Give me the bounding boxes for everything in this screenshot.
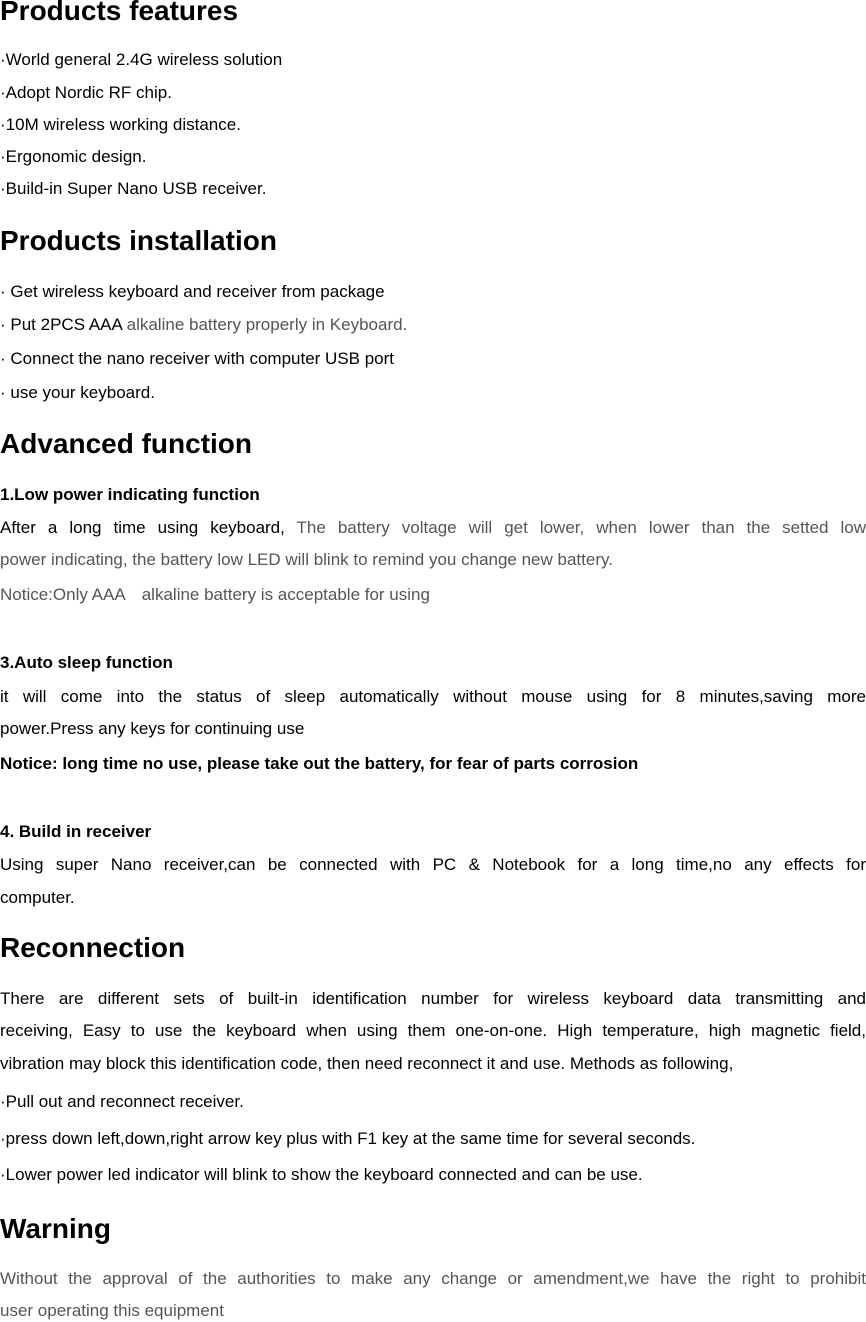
build-in-receiver-title: 4. Build in receiver	[0, 822, 152, 841]
installation-item: · use your keyboard.	[0, 383, 155, 402]
installation-item-text: · Put 2PCS AAA	[0, 315, 127, 334]
low-power-notice: Notice:Only AAA alkaline battery is acceptable for using	[0, 585, 430, 604]
reconnection-text: vibration may block this identification code, then need reconnect it and use. Methods as following,	[0, 1054, 734, 1073]
low-power-text: power indicating, the battery low LED will blink to remind you change new battery.	[0, 550, 613, 569]
reconnection-step: ·press down left,down,right arrow key plus with F1 key at the same time for several seconds.	[0, 1129, 696, 1148]
receiver-text: computer.	[0, 888, 75, 907]
warning-text: Without the approval of the authorities to make any change or amendment,we have the right to prohibit	[0, 1269, 866, 1288]
products-installation-heading: Products installation	[0, 225, 277, 256]
advanced-function-heading: Advanced function	[0, 428, 253, 459]
auto-sleep-title: 3.Auto sleep function	[0, 653, 173, 672]
low-power-text-gray: The battery voltage will get lower, when lower than the setted low	[296, 518, 866, 537]
feature-item: ·10M wireless working distance.	[0, 115, 241, 134]
low-power-text-dark: After a long time using keyboard,	[0, 518, 297, 537]
feature-item: ·World general 2.4G wireless solution	[0, 50, 283, 69]
feature-item: ·Adopt Nordic RF chip.	[0, 83, 172, 102]
auto-sleep-text: it will come into the status of sleep automatically without mouse using for 8 minutes,saving more	[0, 687, 866, 706]
warning-heading: Warning	[0, 1213, 111, 1244]
installation-item: · Connect the nano receiver with computer USB port	[0, 349, 395, 368]
warning-text: user operating this equipment	[0, 1301, 224, 1320]
auto-sleep-notice: Notice: long time no use, please take out the battery, for fear of parts corrosion	[0, 754, 639, 773]
installation-item-text-gray: alkaline battery properly in Keyboard.	[126, 315, 408, 334]
products-features-heading: Products features	[0, 0, 239, 26]
receiver-text: Using super Nano receiver,can be connected with PC & Notebook for a long time,no any effects for	[0, 855, 866, 874]
reconnection-step: ·Lower power led indicator will blink to show the keyboard connected and can be use.	[0, 1165, 643, 1184]
feature-item: ·Ergonomic design.	[0, 147, 147, 166]
reconnection-text: There are different sets of built-in identification number for wireless keyboard data transmitting and	[0, 989, 866, 1008]
reconnection-heading: Reconnection	[0, 932, 186, 963]
installation-item	[0, 314, 407, 336]
low-power-title: 1.Low power indicating function	[0, 485, 260, 504]
installation-item: · Get wireless keyboard and receiver from package	[0, 282, 385, 301]
auto-sleep-text: power.Press any keys for continuing use	[0, 719, 305, 738]
feature-item: ·Build-in Super Nano USB receiver.	[0, 179, 267, 198]
reconnection-step: ·Pull out and reconnect receiver.	[0, 1092, 244, 1111]
reconnection-text: receiving, Easy to use the keyboard when using them one-on-one. High temperature, high magnetic field,	[0, 1021, 866, 1040]
low-power-text	[0, 517, 866, 539]
